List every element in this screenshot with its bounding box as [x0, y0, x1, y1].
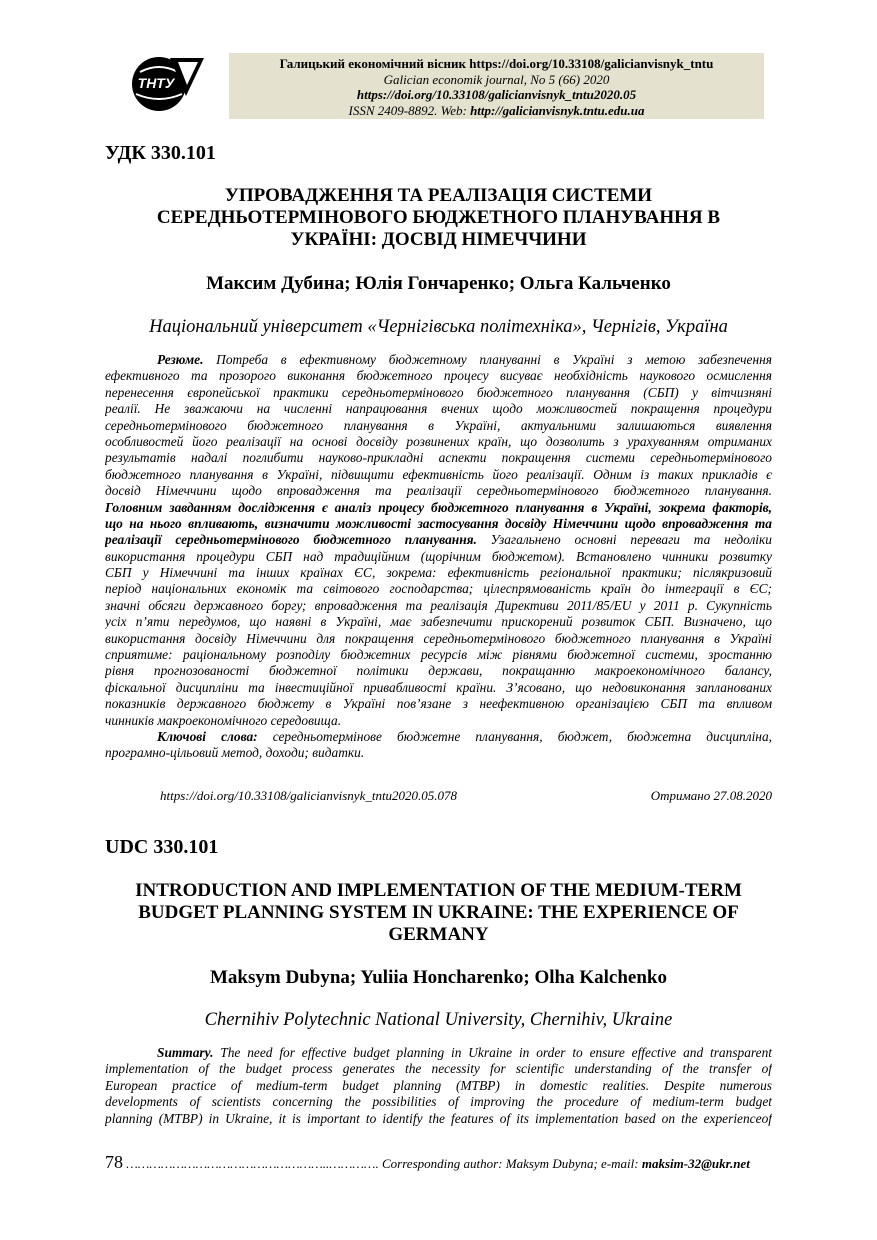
- abstract-line: реалії. Не зважаючи на численні напрацювання вчених щодо можливостей покращення процедури: [105, 401, 772, 417]
- keywords-text: середньотермінове бюджетне планування, бюджет, бюджетна дисципліна,: [257, 728, 772, 744]
- summary-line: planning (MTBP) in Ukraine, it is important to identify the features of its implementation based on the experienceof: [105, 1110, 772, 1126]
- summary-line: European practice of medium-term budget planning (MTBP) in domestic realities. Despite numerous: [105, 1077, 772, 1093]
- summary-en: [105, 1045, 772, 1127]
- title-ua: [105, 185, 772, 251]
- summary-line: [105, 1045, 772, 1061]
- logo-text: ТНТУ: [137, 75, 175, 91]
- abstract-line-bold: що на нього впливають, визначити можливості застосування досвіду Німеччини щодо впровадження та: [105, 515, 772, 531]
- abstract-line: ефективного та прозорого виконання бюджетного процесу висуває необхідність наукового осмислення: [105, 368, 772, 384]
- abstract-line: використання процедури СБП над традиційним (щорічним бюджетом). Встановлено чинники розвитку: [105, 548, 772, 564]
- abstract-label: Резюме.: [157, 352, 204, 367]
- header-line-2: Galician economik journal, No 5 (66) 2020: [383, 71, 610, 87]
- title-en-line: BUDGET PLANNING SYSTEM IN UKRAINE: THE EXPERIENCE OF: [138, 902, 739, 923]
- abstract-line: результатів надалі поглибити науково-прикладні аспекти покращення системи середньотермінового: [105, 450, 772, 466]
- title-ua-line: УКРАЇНІ: ДОСВІД НІМЕЧЧИНИ: [290, 229, 587, 250]
- abstract-line: середньотермінового бюджетного планування в Україні, актуальними залишаються виявлення: [105, 417, 772, 433]
- doi-row: [160, 788, 772, 804]
- udc-ua: УДК 330.101: [105, 142, 216, 164]
- abstract-line: сприятиме: раціональному розподілу бюджетних ресурсів між рівнями бюджетної системи, зростанню: [105, 647, 772, 663]
- authors-en: Maksym Dubyna; Yuliia Honcharenko; Olha Kalchenko: [210, 967, 667, 988]
- abstract-line: досвід Німеччини щодо впровадження та реалізації середньотермінового бюджетного планування.: [105, 483, 772, 499]
- abstract-line: значні обсяги державного боргу; впровадження та реалізація Директиви 2011/85/EU у 2011 р. Сукупність: [105, 597, 772, 613]
- abstract-line: бюджетного планування в Україні, підвищити ефективність його реалізації. Одним із таких прикладів є: [105, 466, 772, 482]
- abstract-line: особливостей його реалізації на основі досвіду розвинених країн, що дозволить з урахуванням отриманих: [105, 433, 772, 449]
- title-ua-line: СЕРЕДНЬОТЕРМІНОВОГО БЮДЖЕТНОГО ПЛАНУВАННЯ В: [156, 207, 721, 228]
- page-footer: [105, 1152, 772, 1173]
- abstract-ua: [105, 352, 772, 762]
- authors-ua: Максим Дубина; Юлія Гончаренко; Ольга Кальченко: [206, 273, 671, 294]
- page-number: 78: [105, 1152, 123, 1172]
- title-en: [105, 880, 772, 946]
- journal-header: [229, 53, 764, 119]
- received-date: Отримано 27.08.2020: [650, 788, 772, 803]
- keywords-line: [105, 729, 772, 745]
- header-line-4: [229, 103, 764, 119]
- title-en-line: GERMANY: [388, 924, 489, 945]
- corresponding-author: Corresponding author: Maksym Dubyna; e-mail:: [378, 1156, 642, 1171]
- affiliation-ua: Національний університет «Чернігівська політехніка», Чернігів, Україна: [149, 317, 728, 337]
- title-en-line: INTRODUCTION AND IMPLEMENTATION OF THE MEDIUM-TERM: [135, 880, 742, 901]
- abstract-line: рівня прогнозованості бюджетної політики держави, покращанню макроекономічного балансу,: [105, 663, 772, 679]
- journal-logo: [126, 50, 206, 116]
- abstract-line: фіскальної дисципліни та інвестиційної привабливості країни. З’ясовано, що недовиконання запланованих: [105, 679, 772, 695]
- abstract-line: чинників макроекономічного середовища.: [105, 712, 342, 728]
- abstract-line: перенесення європейської практики середньотермінового бюджетного планування (СБП) у вітчизняні: [105, 384, 772, 400]
- author-email-link[interactable]: maksim-32@ukr.net: [641, 1156, 750, 1171]
- summary-text: The need for effective budget planning in Ukraine in order to ensure effective and transparent: [213, 1045, 772, 1060]
- abstract-bold-text: реалізації середньотермінового бюджетного планування.: [105, 532, 477, 548]
- abstract-line: період національних економік та світового господарства; цілеспрямованість країн до інтеграції в ЄС;: [105, 581, 772, 597]
- keywords-label: Ключові слова:: [157, 728, 258, 744]
- affiliation-en: Chernihiv Polytechnic National University, Chernihiv, Ukraine: [204, 1010, 673, 1030]
- abstract-text: Потреба в ефективному бюджетному плануванні в Україні з метою забезпечення: [203, 352, 772, 367]
- header-line-1: Галицький економічний вісник https://doi.org/10.33108/galicianvisnyk_tntu: [279, 56, 714, 71]
- issn-text: ISSN 2409-8892. Web:: [348, 102, 471, 118]
- summary-line: developments of scientists concerning the possibilities of improving the procedure of medium-term budget: [105, 1094, 772, 1110]
- header-line-3: https://doi.org/10.33108/galicianvisnyk_tntu2020.05: [356, 87, 637, 102]
- abstract-line: [105, 352, 772, 368]
- abstract-line: [105, 532, 772, 548]
- title-ua-line: УПРОВАДЖЕННЯ ТА РЕАЛІЗАЦІЯ СИСТЕМИ: [224, 185, 653, 206]
- footer-dots: ……………………………………………..………….: [123, 1156, 379, 1171]
- doi-link[interactable]: https://doi.org/10.33108/galicianvisnyk_tntu2020.05.078: [160, 788, 458, 803]
- summary-line: implementation of the budget process generates the necessity for scientific understanding of the transfer of: [105, 1061, 772, 1077]
- summary-label: Summary.: [157, 1045, 214, 1060]
- abstract-line: СБП у Німеччині та інших країнах ЄС, зокрема: ефективність регіональної практики; післякризовий: [105, 565, 772, 581]
- abstract-text: Узагальнено основні переваги та недоліки: [476, 532, 772, 548]
- abstract-line-bold: Головним завданням дослідження є аналіз процесу бюджетного планування в Україні, зокрема факторів,: [105, 499, 772, 515]
- abstract-line: використання досвіду Німеччини для покращення середньотермінового бюджетного планування в Україні: [105, 630, 772, 646]
- journal-web-link[interactable]: http://galicianvisnyk.tntu.edu.ua: [470, 102, 645, 118]
- udc-en: UDC 330.101: [105, 836, 219, 858]
- abstract-line: показників державного бюджету в Україні пов’язане з неефективною організацією СБП та впливом: [105, 696, 772, 712]
- keywords-line: програмно-цільовий метод, доходи; видатки.: [105, 745, 365, 761]
- abstract-line: усіх п’яти передумов, що наявні в Україні, має забезпечити прискорений розвиток СБП. Визначено, що: [105, 614, 772, 630]
